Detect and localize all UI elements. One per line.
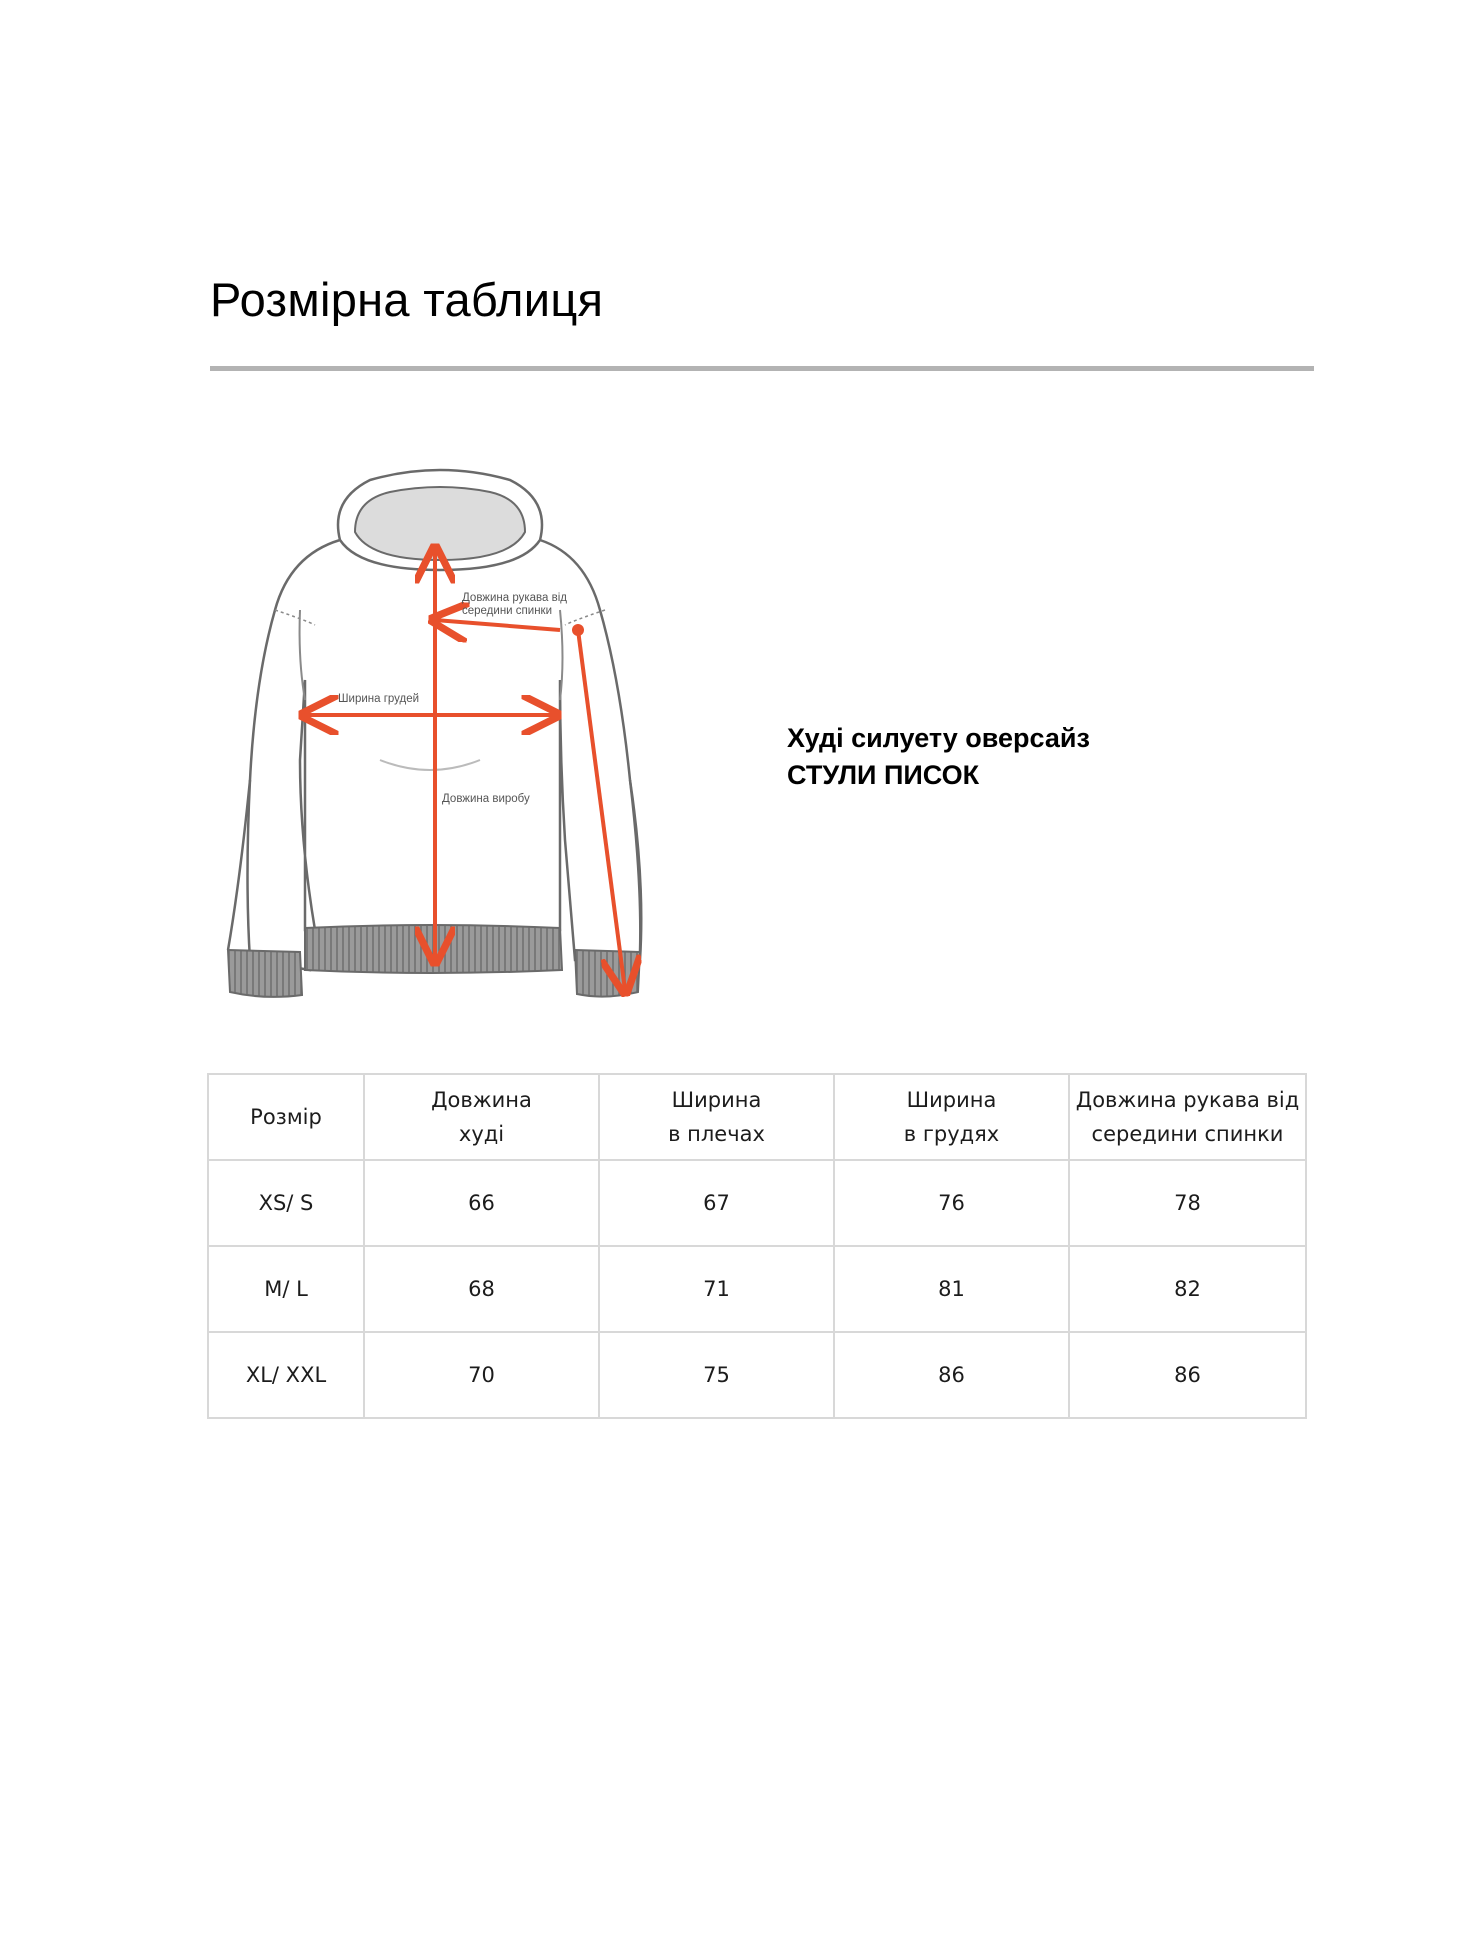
cell-length: 66: [364, 1160, 599, 1246]
hoodie-hood-inner: [355, 487, 525, 560]
cell-shoulders: 75: [599, 1332, 834, 1418]
product-line-2: СТУЛИ ПИСОК: [787, 760, 980, 790]
sleeve-label: Довжина рукава від середини спинки: [462, 592, 567, 617]
cell-sleeve: 78: [1069, 1160, 1306, 1246]
cell-sleeve: 86: [1069, 1332, 1306, 1418]
size-table-header: [208, 1074, 1306, 1160]
sleeve-start-point: [572, 624, 584, 636]
product-name: [787, 720, 1090, 794]
header-length: Довжина худі: [364, 1074, 599, 1160]
cell-size: M/ L: [208, 1246, 364, 1332]
cell-length: 70: [364, 1332, 599, 1418]
cell-chest: 76: [834, 1160, 1069, 1246]
cell-size: XL/ XXL: [208, 1332, 364, 1418]
table-row: [208, 1332, 1306, 1418]
hoodie-right-cuff: [575, 950, 640, 997]
cell-size: XS/ S: [208, 1160, 364, 1246]
product-line-1: Худі силуету оверсайз: [787, 723, 1090, 753]
hoodie-left-cuff: [228, 950, 302, 997]
cell-sleeve: 82: [1069, 1246, 1306, 1332]
hoodie-illustration: [220, 460, 660, 1000]
header-sleeve: Довжина рукава від середини спинки: [1069, 1074, 1306, 1160]
header-chest: Ширина в грудях: [834, 1074, 1069, 1160]
page-title: Розмірна таблиця: [210, 273, 604, 326]
length-label: Довжина виробу: [442, 793, 530, 805]
cell-chest: 81: [834, 1246, 1069, 1332]
table-row: [208, 1246, 1306, 1332]
size-table: [207, 1073, 1307, 1419]
cell-shoulders: 71: [599, 1246, 834, 1332]
header-shoulders: Ширина в плечах: [599, 1074, 834, 1160]
table-row: [208, 1160, 1306, 1246]
cell-length: 68: [364, 1246, 599, 1332]
header-size: Розмір: [208, 1074, 364, 1160]
cell-chest: 86: [834, 1332, 1069, 1418]
title-divider: [210, 366, 1314, 371]
chest-label: Ширина грудей: [338, 693, 420, 705]
hoodie-body: [248, 510, 642, 970]
hoodie-diagram: [220, 460, 660, 1000]
cell-shoulders: 67: [599, 1160, 834, 1246]
